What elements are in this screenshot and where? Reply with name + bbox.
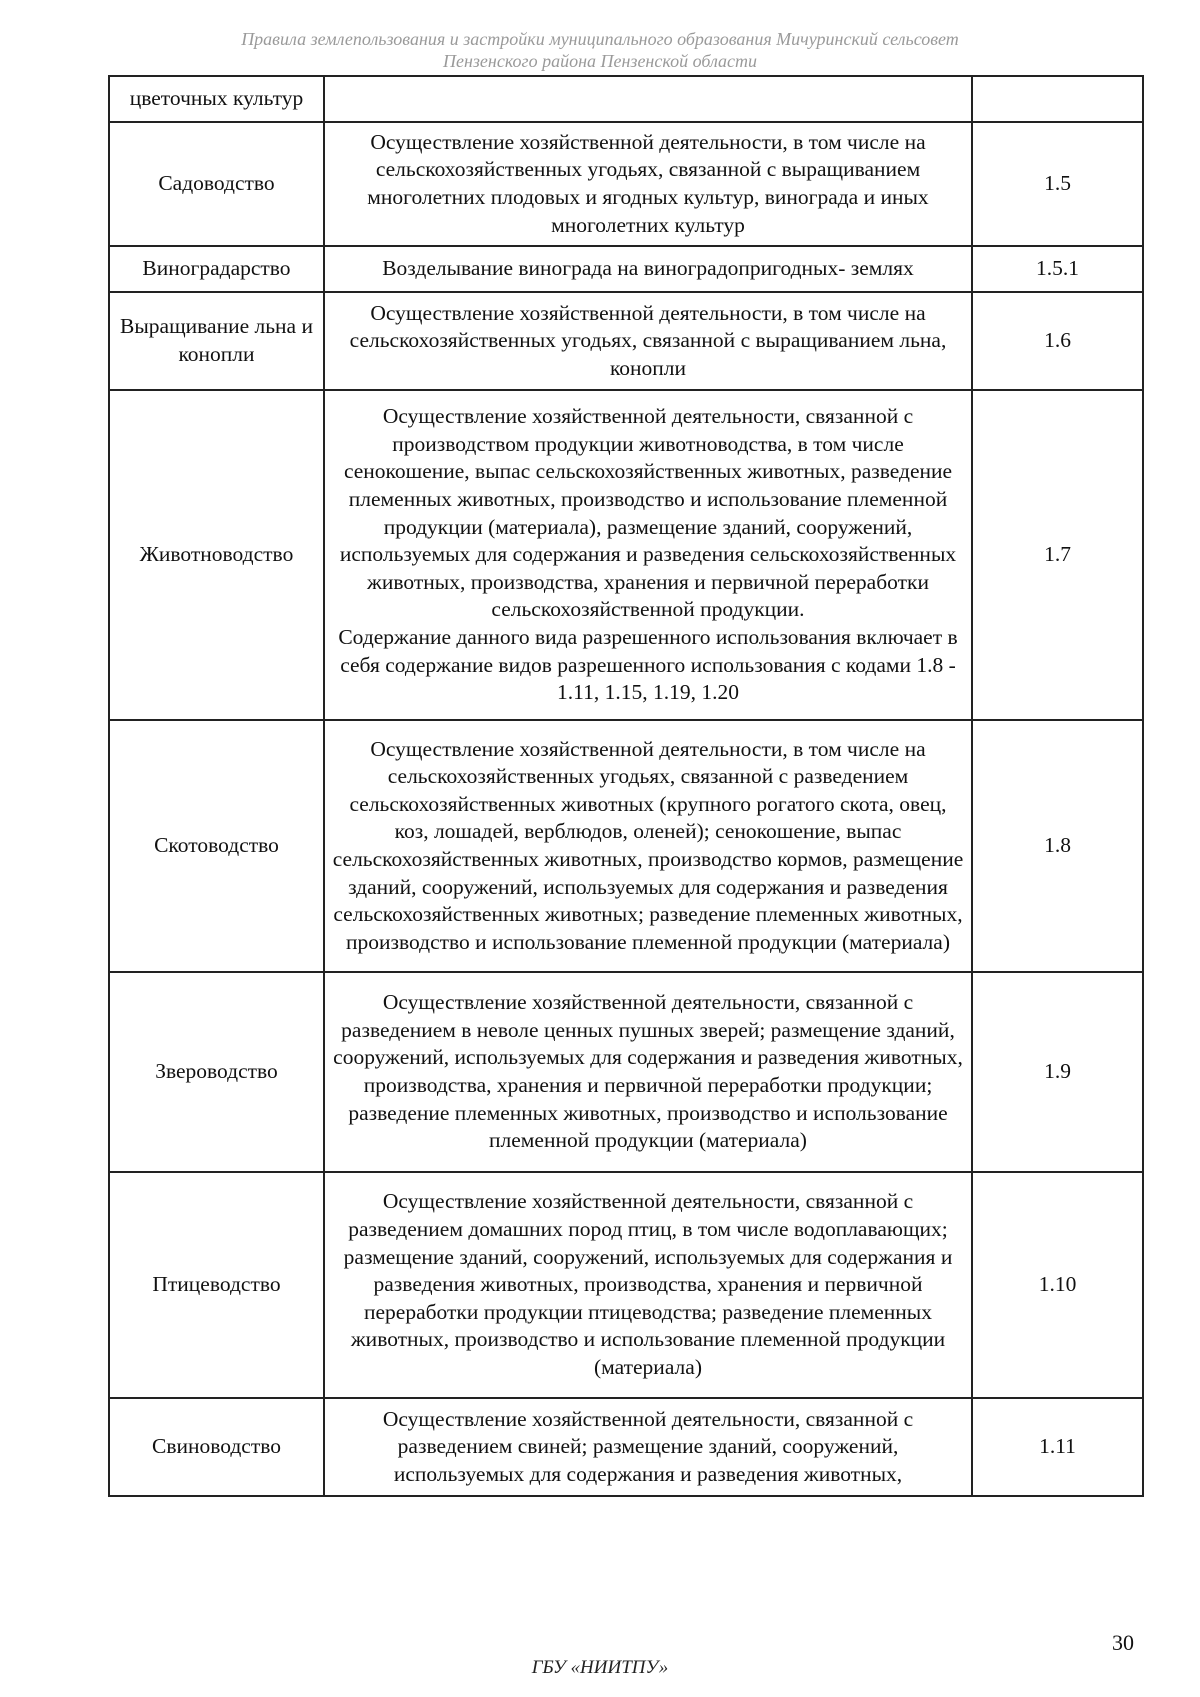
use-type-code: 1.7 [972, 390, 1143, 720]
description-paragraph: Осуществление хозяйственной деятельности, связанной с разведением домашних пород птиц, в том числе водоплавающих; размещение зданий, сооружений, используемых для содержания и разведения животных, производства, хранения и первичной переработки продукции птицеводства; разведение племенных животных, производство и использование племенной продукции (материала) [343, 1189, 953, 1379]
use-type-description [324, 1172, 972, 1398]
header-line-1: Правила землепользования и застройки муниципального образования Мичуринский сельсовет [241, 29, 959, 49]
header-line-2: Пензенского района Пензенской области [442, 51, 758, 71]
running-header [0, 28, 1200, 72]
use-type-description [324, 122, 972, 246]
use-type-code: 1.8 [972, 720, 1143, 972]
description-paragraph: Содержание данного вида разрешенного использования включает в себя содержание видов разрешенного использования с кодами 1.8 - 1.11, 1.15, 1.19, 1.20 [338, 624, 958, 705]
use-type-name: Выращивание льна и конопли [109, 292, 324, 390]
use-type-code: 1.5.1 [972, 246, 1143, 292]
use-type-code: 1.5 [972, 122, 1143, 246]
description-paragraph: Возделывание винограда на виноградопригодных- землях [382, 256, 914, 281]
use-type-name: цветочных культур [109, 76, 324, 122]
use-type-code: 1.11 [972, 1398, 1143, 1496]
use-type-name: Виноградарство [109, 246, 324, 292]
use-type-name: Животноводство [109, 390, 324, 720]
table-row [109, 390, 1143, 720]
table-row [109, 1398, 1143, 1496]
use-type-description [324, 292, 972, 390]
use-type-code: 1.6 [972, 292, 1143, 390]
table-row [109, 720, 1143, 972]
land-use-table [108, 75, 1144, 1497]
description-paragraph: Осуществление хозяйственной деятельности, связанной с разведением свиней; размещение зданий, сооружений, используемых для содержания и разведения животных, [382, 1406, 914, 1486]
use-type-description [324, 246, 972, 292]
table-row [109, 292, 1143, 390]
use-type-description [324, 720, 972, 972]
use-type-code: 1.9 [972, 972, 1143, 1172]
table-row [109, 246, 1143, 292]
description-paragraph: Осуществление хозяйственной деятельности, в том числе на сельскохозяйственных угодьях, связанной с выращиванием льна, конопли [349, 300, 947, 380]
use-type-description [324, 76, 972, 122]
table-row [109, 122, 1143, 246]
use-type-code: 1.10 [972, 1172, 1143, 1398]
use-type-description [324, 972, 972, 1172]
description-paragraph: Осуществление хозяйственной деятельности, связанной с разведением в неволе ценных пушных зверей; размещение зданий, сооружений, используемых для содержания и разведения животных, производства, хранения и первичной переработки продукции; разведение племенных животных, производство и использование племенной продукции (материала) [333, 990, 963, 1153]
table-body [109, 76, 1143, 1496]
page-number: 30 [1112, 1630, 1134, 1655]
use-type-name: Звероводство [109, 972, 324, 1172]
use-type-code [972, 76, 1143, 122]
use-type-name: Садоводство [109, 122, 324, 246]
description-paragraph: Осуществление хозяйственной деятельности, в том числе на сельскохозяйственных угодьях, связанной с выращиванием многолетних плодовых и ягодных культур, винограда и иных многолетних культур [367, 129, 929, 237]
table-row [109, 1172, 1143, 1398]
use-type-name: Свиноводство [109, 1398, 324, 1496]
description-paragraph: Осуществление хозяйственной деятельности, связанной с производством продукции животноводства, в том числе сенокошение, выпас сельскохозяйственных животных, разведение племенных животных, производство и использование племенной продукции (материала), размещение зданий, сооружений, используемых для содержания и разведения сельскохозяйственных животных, производства, хранения и первичной переработки сельскохозяйственной продукции. [339, 404, 957, 622]
table-row [109, 76, 1143, 122]
description-paragraph: Осуществление хозяйственной деятельности, в том числе на сельскохозяйственных угодьях, связанной с разведением сельскохозяйственных животных (крупного рогатого скота, овец, коз, лошадей, верблюдов, оленей); сенокошение, выпас сельскохозяйственных животных, производство кормов, размещение зданий, сооружений, используемых для содержания и разведения сельскохозяйственных животных; разведение племенных животных, производство и использование племенной продукции (материала) [332, 736, 964, 954]
use-type-name: Птицеводство [109, 1172, 324, 1398]
use-type-description [324, 1398, 972, 1496]
table-row [109, 972, 1143, 1172]
use-type-description [324, 390, 972, 720]
use-type-name: Скотоводство [109, 720, 324, 972]
footer-organization: ГБУ «НИИТПУ» [531, 1657, 669, 1678]
